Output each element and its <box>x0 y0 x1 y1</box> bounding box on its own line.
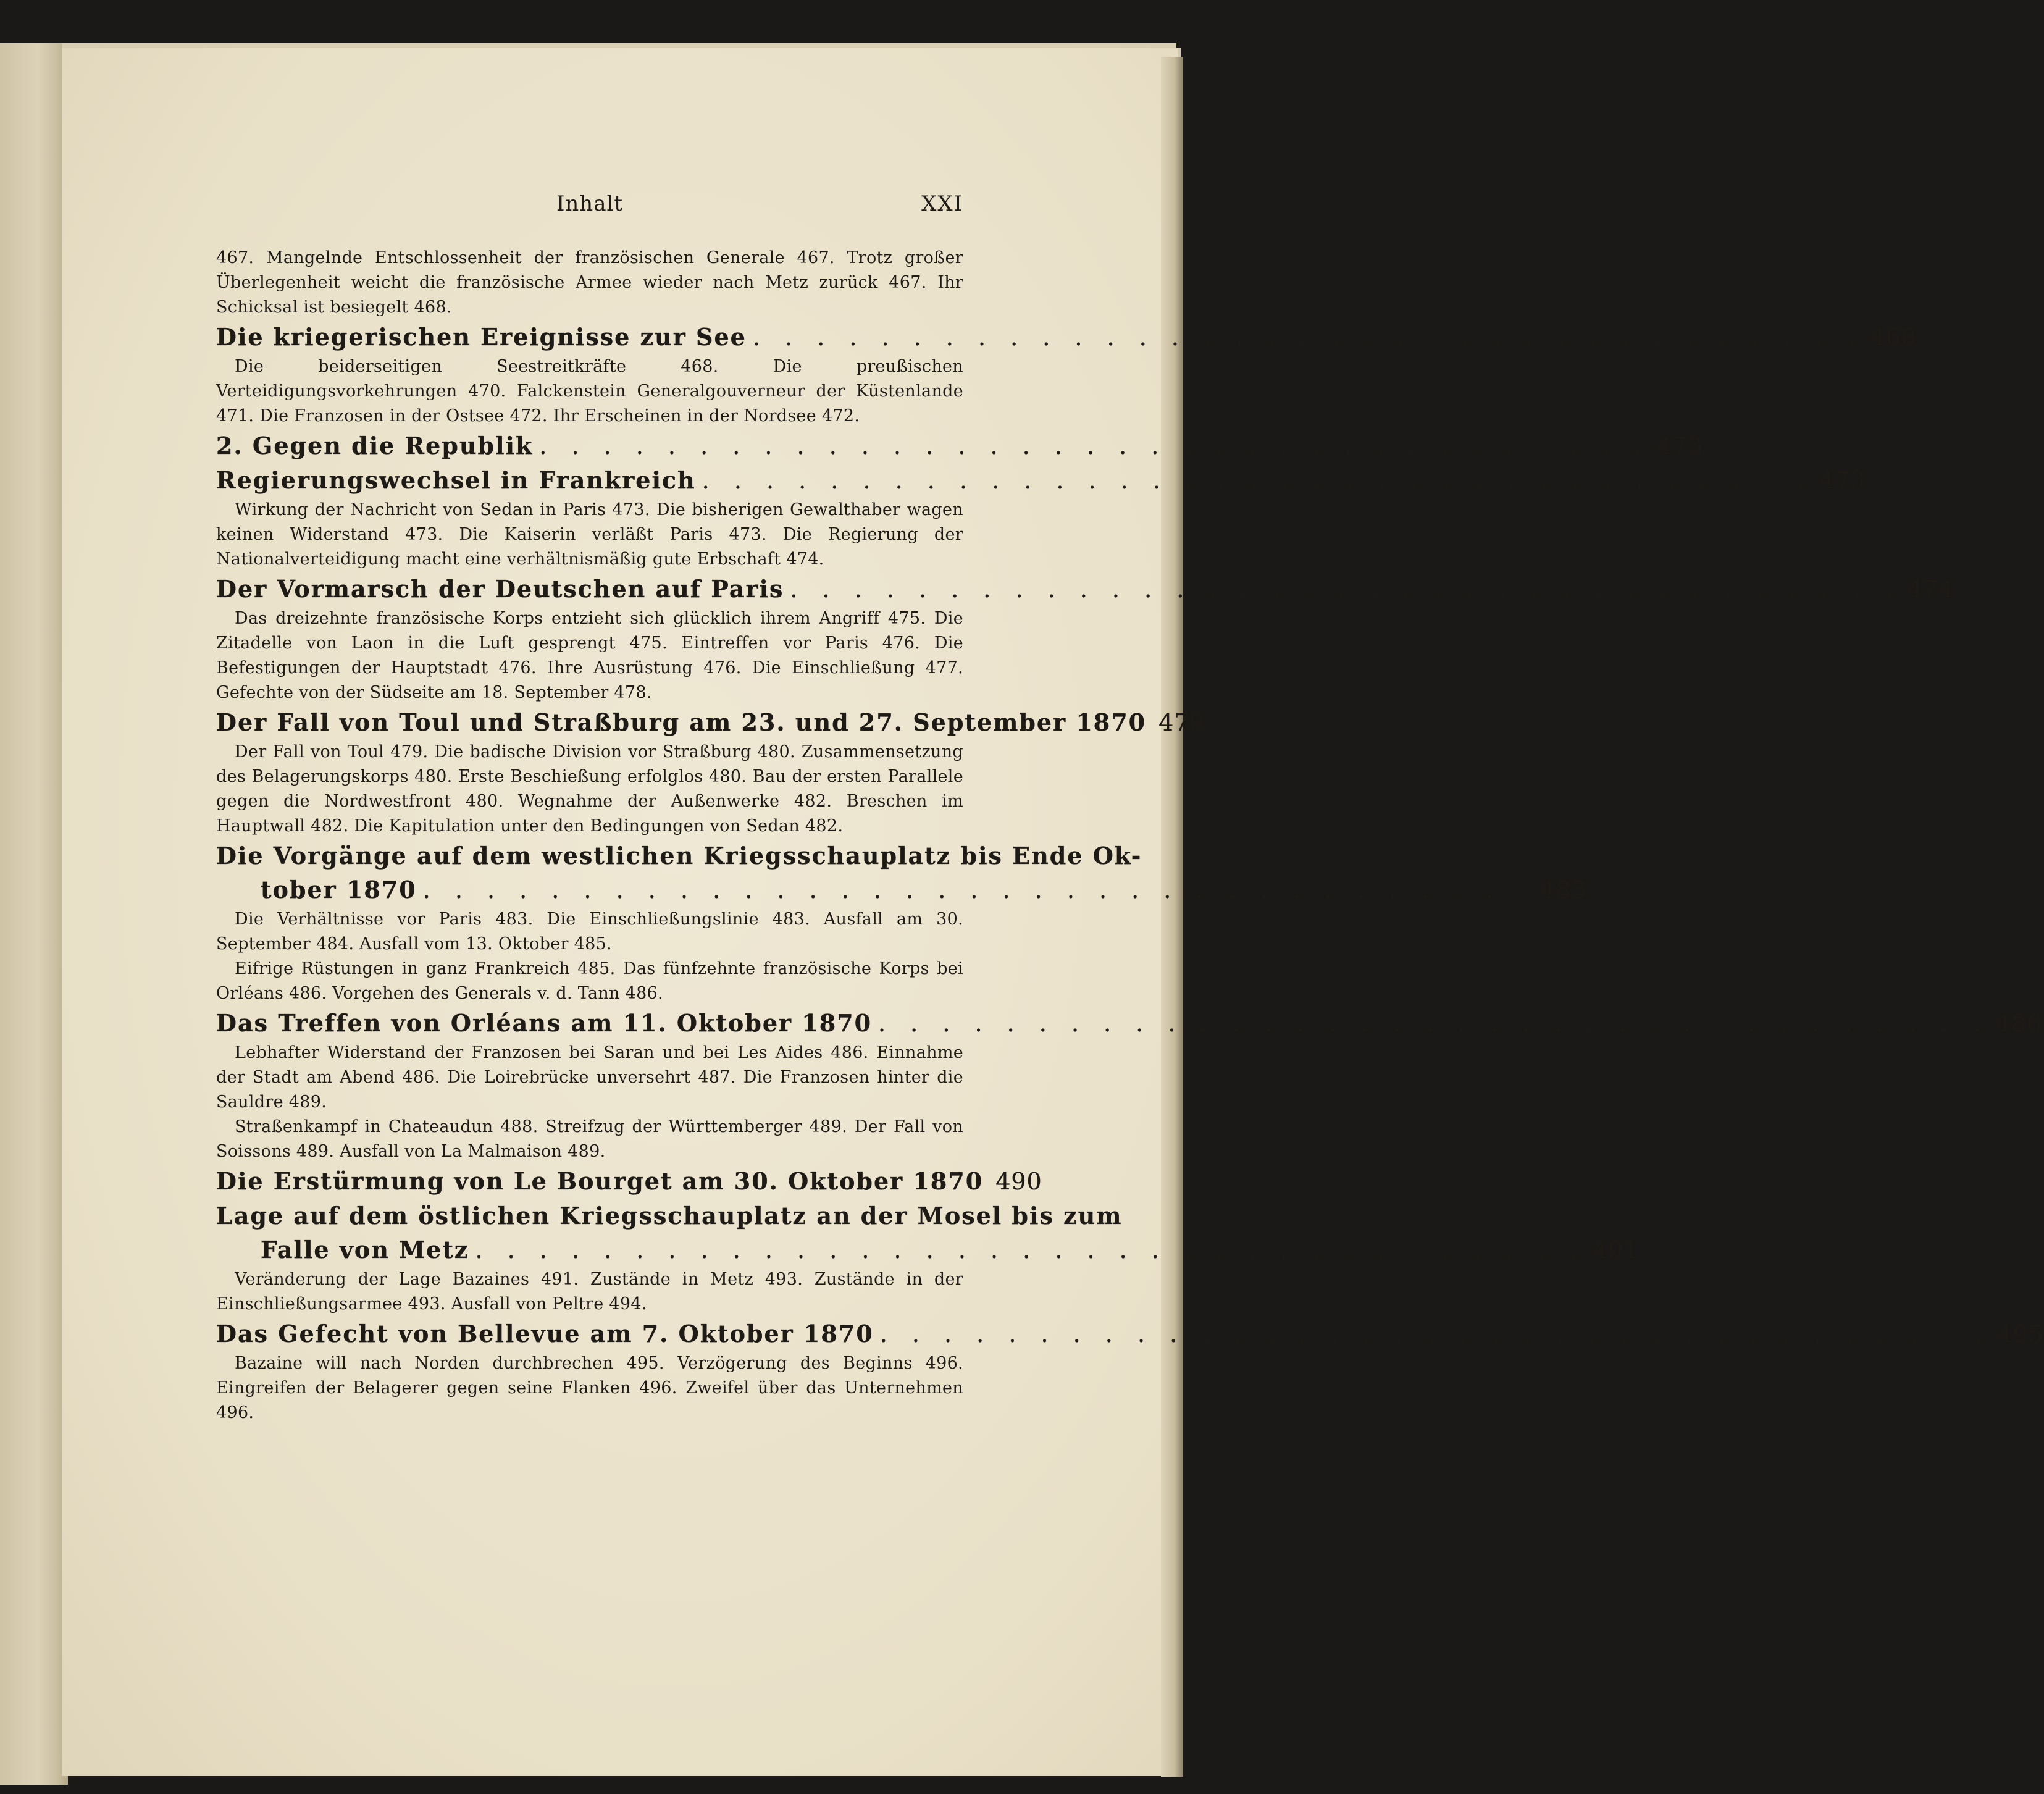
entry-summary <box>216 1267 963 1317</box>
leader-dots: . . . . . . . . . . . . . . . . . . . . . . . . . . . . . . . . . . . <box>702 467 1814 494</box>
heading-page-number: 490 <box>995 1168 1042 1195</box>
toc-entry <box>216 1199 1640 1317</box>
summary-paragraph: Das dreizehnte französische Korps entzieht sich glücklich ihrem Angriff 475. Die Zitadelle von Laon in die Luft gesprengt 475. Eintreffen vor Paris 476. Die Befestigungen der Hauptstadt 476. Ihre Ausrüstung 476. Die Einschließung 477. Gefechte von der Südseite am 18. September 478. <box>216 609 963 702</box>
toc-heading <box>216 839 1587 907</box>
toc-heading <box>216 705 1205 740</box>
running-header <box>216 191 963 222</box>
leader-dots: . . . . . . . . . . . . . . . . . . . . . . . . . . . . . . . . . . . <box>879 1320 1992 1348</box>
heading-text: Das Gefecht von Bellevue am 7. Oktober 1870 <box>216 1320 874 1348</box>
entry-summary <box>216 740 963 839</box>
summary-paragraph: Die beiderseitigen Seestreitkräfte 468. Die preußischen Verteidigungsvorkehrungen 470. Falckenstein Generalgouverneur der Küstenlande 471. Die Franzosen in der Ostsee 472. Ihr Erscheinen in der Nordsee 472. <box>216 357 963 425</box>
summary-paragraph: Eifrige Rüstungen in ganz Frankreich 485. Das fünfzehnte französische Korps bei Orléans 486. Vorgehen des Generals v. d. Tann 486. <box>216 959 963 1003</box>
toc-heading <box>216 1199 1640 1267</box>
heading-page-number: 486 <box>1995 1010 2043 1037</box>
header-page-number: XXI <box>921 191 963 216</box>
leader-dots: . . . . . . . . . . . . . . . . . . . . . . . . . . . . . . . . . . . <box>878 1010 1990 1037</box>
toc-entry <box>216 1317 2044 1425</box>
toc-content <box>216 191 2044 1425</box>
page-edge <box>1161 57 1183 1777</box>
toc-entry <box>216 320 1917 429</box>
heading-text: Das Treffen von Orléans am 11. Oktober 1870 <box>216 1009 873 1037</box>
heading-page-number: 491 <box>1592 1236 1640 1264</box>
toc-entries <box>216 320 2044 1425</box>
toc-heading <box>216 572 1954 606</box>
heading-text: 2. Gegen die Republik <box>216 432 534 459</box>
heading-line2 <box>216 873 1587 907</box>
heading-text: Der Vormarsch der Deutschen auf Paris <box>216 575 784 603</box>
entry-summary <box>216 1041 963 1164</box>
toc-intro <box>216 246 963 320</box>
heading-text: Der Fall von Toul und Straßburg am 23. und 27. September 1870 <box>216 708 1147 736</box>
toc-heading <box>216 463 1866 498</box>
summary-paragraph: Veränderung der Lage Bazaines 491. Zustände in Metz 493. Zustände in der Einschließungsarmee 493. Ausfall von Peltre 494. <box>216 1270 963 1314</box>
heading-page-number: 473 <box>1656 432 1704 459</box>
toc-entry <box>216 1006 2043 1164</box>
heading-text: Die kriegerischen Ereignisse zur See <box>216 323 747 351</box>
toc-heading <box>216 1317 2044 1351</box>
toc-heading <box>216 1006 2043 1041</box>
toc-heading <box>216 1164 1042 1199</box>
toc-entry <box>216 463 1866 572</box>
toc-heading <box>216 320 1917 354</box>
heading-text-cont: Falle von Metz <box>261 1236 469 1264</box>
toc-entry <box>216 1164 1042 1199</box>
summary-paragraph: Straßenkampf in Chateaudun 488. Streifzug der Württemberger 489. Der Fall von Soissons 489. Ausfall von La Malmaison 489. <box>216 1117 963 1161</box>
toc-entry <box>216 705 1205 839</box>
heading-text: Lage auf dem östlichen Kriegsschauplatz an der Mosel bis zum <box>216 1202 1123 1230</box>
leader-dots: . . . . . . . . . . . . . . . . . . . . . . . . . . . . . . . . . . . <box>475 1236 1586 1264</box>
entry-summary <box>216 907 963 1006</box>
entry-summary <box>216 606 963 705</box>
entry-summary <box>216 354 963 429</box>
heading-page-number: 474 <box>1907 576 1954 603</box>
toc-entry <box>216 429 1704 463</box>
leader-dots: . . . . . . . . . . . . . . . . . . . . . . . . . . . . . . . . . . . <box>790 576 1901 603</box>
heading-text-cont: tober 1870 <box>261 876 417 903</box>
summary-paragraph: Wirkung der Nachricht von Sedan in Paris 473. Die bisherigen Gewalthaber wagen keinen Widerstand 473. Die Kaiserin verläßt Paris 473. Die Regierung der Nationalverteidigung macht eine verhältnismäßig gute Erbschaft 474. <box>216 500 963 569</box>
heading-page-number: 473 <box>1819 467 1866 494</box>
heading-line2 <box>216 1233 1640 1267</box>
heading-page-number: 495 <box>1997 1320 2044 1348</box>
intro-text: 467. Mangelnde Entschlossenheit der französischen Generale 467. Trotz großer Überlegenheit weicht die französische Armee wieder nach Metz zurück 467. Ihr Schicksal ist besiegelt 468. <box>216 248 963 317</box>
summary-paragraph: Die Verhältnisse vor Paris 483. Die Einschließungslinie 483. Ausfall am 30. September 484. Ausfall vom 13. Oktober 485. <box>216 910 963 954</box>
book-spine <box>0 43 68 1785</box>
summary-paragraph: Lebhafter Widerstand der Franzosen bei Saran und bei Les Aides 486. Einnahme der Stadt am Abend 486. Die Loirebrücke unversehrt 487. Die Franzosen hinter die Sauldre 489. <box>216 1043 963 1112</box>
entry-summary <box>216 1351 963 1425</box>
heading-page-number: 483 <box>1540 876 1587 903</box>
heading-text: Die Vorgänge auf dem westlichen Kriegsschauplatz bis Ende Ok- <box>216 842 1142 870</box>
leader-dots: . . . . . . . . . . . . . . . . . . . . . . . . . . . . . . . . . . . <box>539 432 1651 459</box>
header-title: Inhalt <box>556 191 624 216</box>
heading-page-number: 468 <box>1870 324 1917 351</box>
summary-paragraph: Der Fall von Toul 479. Die badische Division vor Straßburg 480. Zusammensetzung des Belagerungskorps 480. Erste Beschießung erfolglos 480. Bau der ersten Parallele gegen die Nordwestfront 480. Wegnahme der Außenwerke 482. Breschen im Hauptwall 482. Die Kapitulation unter den Bedingungen von Sedan 482. <box>216 742 963 836</box>
leader-dots: . . . . . . . . . . . . . . . . . . . . . . . . . . . . . . . . . . . <box>422 876 1535 903</box>
heading-page-number: 479 <box>1158 709 1205 736</box>
toc-entry <box>216 839 1587 1006</box>
entry-summary <box>216 498 963 572</box>
leader-dots: . . . . . . . . . . . . . . . . . . . . . . . . . . . . . . . . . . . <box>752 324 1864 351</box>
summary-paragraph: Bazaine will nach Norden durchbrechen 495. Verzögerung des Beginns 496. Eingreifen der Belagerer gegen seine Flanken 496. Zweifel über das Unternehmen 496. <box>216 1354 963 1422</box>
heading-text: Die Erstürmung von Le Bourget am 30. Oktober 1870 <box>216 1167 984 1195</box>
toc-heading <box>216 429 1704 463</box>
toc-entry <box>216 572 1954 705</box>
heading-text: Regierungswechsel in Frankreich <box>216 466 696 494</box>
